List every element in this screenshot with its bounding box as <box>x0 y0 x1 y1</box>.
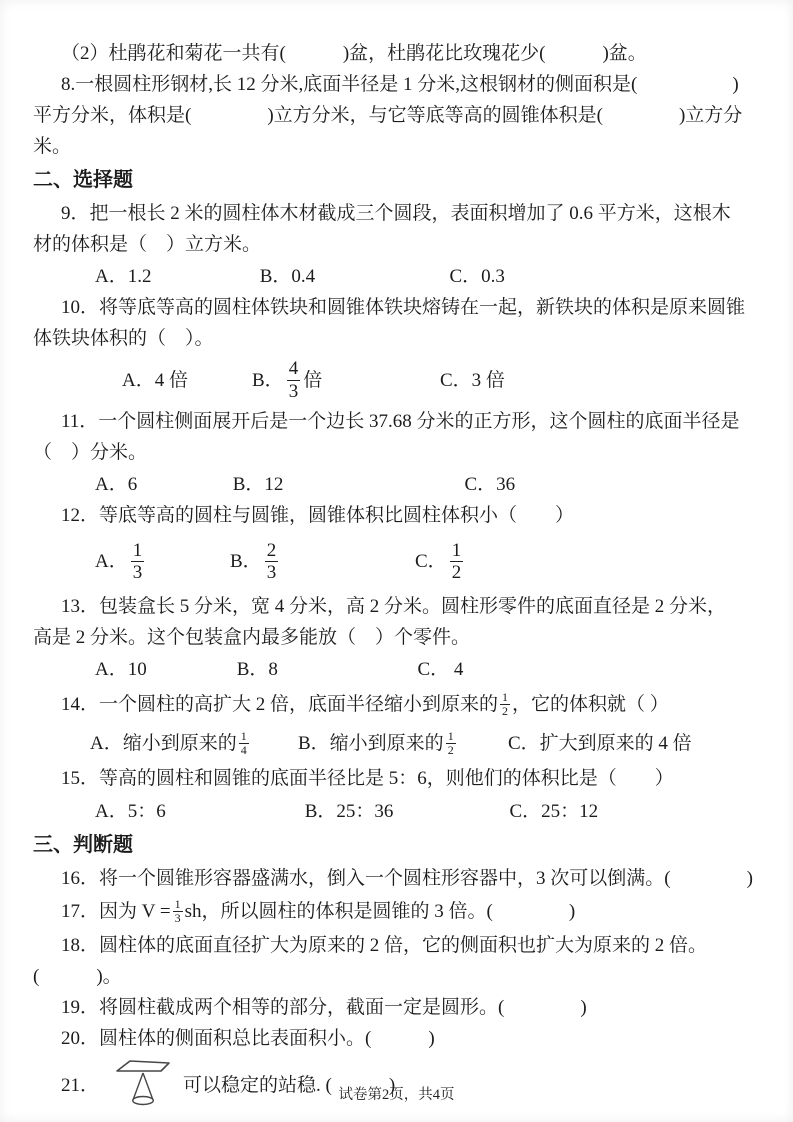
question-14-stem <box>61 689 669 720</box>
option-a: A．4 倍 <box>122 369 188 391</box>
fraction-1-2-inline <box>446 730 456 756</box>
option-b <box>298 728 508 759</box>
stem-text: 17．因为 V = <box>61 901 171 923</box>
fraction-1-2 <box>450 540 464 584</box>
fraction-numerator: 1 <box>174 897 181 912</box>
question-11-line-2: （ ）分米。 <box>33 442 148 464</box>
option-c: C．0.3 <box>449 266 505 288</box>
fraction-denominator: 4 <box>240 742 247 757</box>
question-11-options <box>33 468 765 500</box>
option-a-letter: A． <box>95 550 128 572</box>
stem-text-tail: sh，所以圆柱的体积是圆锥的 3 倍。( ) <box>184 901 576 923</box>
option-c: C．3 倍 <box>440 369 505 391</box>
option-a: A．1.2 <box>95 266 152 288</box>
option-a: A．10 <box>95 659 147 681</box>
option-b-text: B．缩小到原来的 <box>298 732 444 754</box>
question-11-line-1: 11．一个圆柱侧面展开后是一个边长 37.68 分米的正方形，这个圆柱的底面半径是 <box>61 411 740 433</box>
option-b <box>252 358 440 402</box>
option-a: A．5：6 <box>95 800 166 822</box>
question-10-options <box>33 354 765 406</box>
option-a-text: A．缩小到原来的 <box>90 732 237 754</box>
fraction-denominator: 3 <box>174 911 181 926</box>
stem-text-tail: ，它的体积就（ ） <box>512 693 669 715</box>
option-a <box>95 540 230 584</box>
question-9-line-1: 9．把一根长 2 米的圆柱体木材截成三个圆段，表面积增加了 0.6 平方米，这根木 <box>61 203 731 224</box>
question-17-stem <box>61 896 575 927</box>
option-b: B．25：36 <box>304 800 394 822</box>
question-14-options <box>33 723 765 763</box>
fraction-2-3 <box>265 540 279 584</box>
fraction-numerator: 4 <box>288 358 299 380</box>
fraction-denominator: 3 <box>288 380 299 402</box>
fraction-denominator: 2 <box>502 703 509 718</box>
section-heading-judge: 三、判断题 <box>33 833 133 856</box>
question-17-line-1 <box>33 894 765 930</box>
stem-text: 14．一个圆柱的高扩大 2 倍，底面半径缩小到原来的 <box>61 693 499 715</box>
question-12-options <box>33 531 765 591</box>
option-b-unit: 倍 <box>303 369 323 391</box>
question-10-line-2: 体铁块体积的（ ）。 <box>33 328 214 350</box>
question-9-line-2: 材的体积是（ ）立方米。 <box>33 234 262 255</box>
fraction-denominator: 3 <box>266 561 277 583</box>
fraction-numerator: 1 <box>451 539 462 561</box>
question-13-line-1: 13．包装盒长 5 分米，宽 4 分米，高 2 分米。圆柱形零件的底面直径是 2 分米， <box>61 596 727 618</box>
question-14-line-1 <box>33 685 765 723</box>
option-c <box>415 540 466 584</box>
question-12-line-1: 12．等底等高的圆柱与圆锥，圆锥体积比圆柱体积小（ ） <box>61 505 575 527</box>
question-20-line-1: 20．圆柱体的侧面积总比表面积小。( ) <box>61 1027 435 1049</box>
question-8-line-3: 米。 <box>33 136 72 157</box>
fraction-numerator: 1 <box>132 539 143 561</box>
question-number: 21． <box>61 1075 100 1097</box>
fraction-denominator: 2 <box>451 561 462 583</box>
fraction-1-2-inline <box>500 691 510 717</box>
question-9-options <box>33 260 765 292</box>
section-heading-choice: 二、选择题 <box>33 169 133 191</box>
question-8-line-1: 8.一根圆柱形钢材,长 12 分米,底面半径是 1 分米,这根钢材的侧面积是( ) <box>61 74 739 95</box>
option-b: B．8 <box>236 659 278 681</box>
question-16-line-1: 16．将一个圆锥形容器盛满水，倒入一个圆柱形容器中，3 次可以倒满。( ) <box>61 867 753 889</box>
option-c: C．36 <box>464 474 516 496</box>
option-c: C．扩大到原来的 4 倍 <box>508 732 692 754</box>
fraction-1-4-inline <box>239 730 249 756</box>
option-c: C．25：12 <box>509 800 599 822</box>
option-c-letter: C． <box>415 550 447 572</box>
option-b-letter: B． <box>230 550 262 572</box>
question-18-line-2: ( )。 <box>33 965 122 987</box>
fraction-1-3-inline <box>173 898 183 924</box>
option-c: C． 4 <box>417 659 464 681</box>
fraction-4-3 <box>287 358 301 402</box>
option-b: B．0.4 <box>259 266 316 288</box>
option-b-letter: B． <box>252 369 284 391</box>
fraction-denominator: 3 <box>132 561 143 583</box>
fraction-numerator: 1 <box>240 729 247 744</box>
option-b <box>230 540 415 584</box>
question-15-line-1: 15．等高的圆柱和圆锥的底面半径比是 5：6，则他们的体积比是（ ） <box>61 768 674 790</box>
question-18-line-1: 18．圆柱体的底面直径扩大为原来的 2 倍，它的侧面积也扩大为原来的 2 倍。 <box>61 934 708 956</box>
question-15-options <box>33 794 765 826</box>
fraction-numerator: 2 <box>266 539 277 561</box>
option-a: A．6 <box>95 474 138 496</box>
option-a <box>90 728 298 759</box>
fraction-numerator: 1 <box>447 729 454 744</box>
fraction-1-3 <box>131 540 145 584</box>
question-19-line-1: 19．将圆柱截成两个相等的部分，截面一定是圆形。( ) <box>61 996 587 1018</box>
question-7-sub2: （2）杜鹃花和菊花一共有( )盆，杜鹃花比玫瑰花少( )盆。 <box>61 43 647 64</box>
question-8-line-2: 平方分米，体积是( )立方分米，与它等底等高的圆锥体积是( )立方分 <box>33 105 743 126</box>
question-13-options <box>33 653 765 685</box>
stem-text-tail: 可以稳定的站稳. ( ) <box>183 1075 396 1097</box>
page-footer: 试卷第2页，共4页 <box>338 1087 455 1103</box>
option-b: B．12 <box>232 474 284 496</box>
fraction-numerator: 1 <box>502 690 509 705</box>
question-10-line-1: 10．将等底等高的圆柱体铁块和圆锥体铁块熔铸在一起，新铁块的体积是原来圆锥 <box>61 297 746 319</box>
question-13-line-2: 高是 2 分米。这个包装盒内最多能放（ ）个零件。 <box>33 627 471 649</box>
fraction-denominator: 2 <box>447 742 454 757</box>
